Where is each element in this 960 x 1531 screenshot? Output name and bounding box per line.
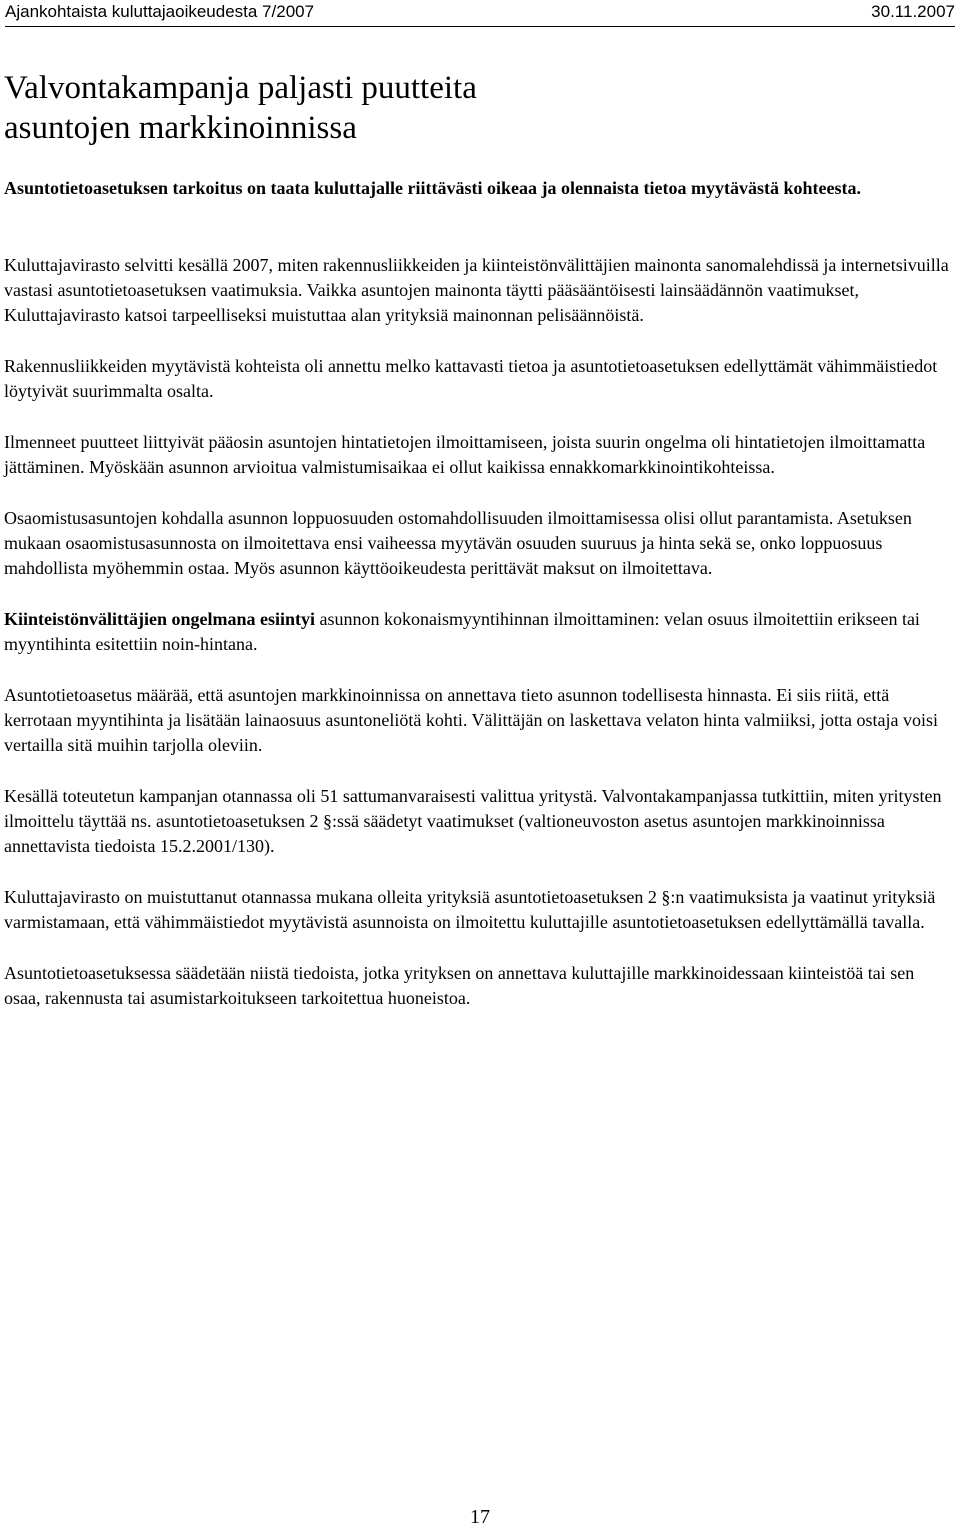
article-body [4, 253, 954, 1037]
paragraph-1: Kuluttajavirasto selvitti kesällä 2007, miten rakennusliikkeiden ja kiinteistönvälittäjien mainonta sanomalehdissä ja internetsivuilla vastasi asuntotietoasetuksen vaatimuksia. Vaikka asuntojen mainonta täytti pääsääntöisesti lainsäädännön vaatimukset, Kuluttajavirasto katsoi tarpeelliseksi muistuttaa alan yrityksiä mainonnan pelisäännöistä. [4, 255, 949, 325]
publication-date: 30.11.2007 [871, 2, 955, 21]
paragraph-5-text: asunnon kokonaismyyntihinnan ilmoittaminen: velan osuus ilmoitettiin erikseen tai myyntihinta esitettiin noin-hintana. [4, 609, 920, 654]
page-number: 17 [470, 1506, 490, 1528]
paragraph-4: Osaomistusasuntojen kohdalla asunnon loppuosuuden ostomahdollisuuden ilmoittamisessa olisi ollut parantamista. Asetuksen mukaan osaomistusasunnosta on ilmoitettava ensi vaiheessa myytävän osuuden suuruus ja hinta sekä se, onko loppuosuus mahdollista myöhemmin ostaa. Myös asunnon käyttöoikeudesta perittävät maksut on ilmoitettava. [4, 508, 912, 578]
article-title-line-1: Valvontakampanja paljasti puutteita [4, 70, 477, 106]
article-lead: Asuntotietoasetuksen tarkoitus on taata kuluttajalle riittävästi oikeaa ja olennaista tietoa myytävästä kohteesta. [4, 178, 861, 198]
article-title-line-2: asuntojen markkinoinnissa [4, 110, 357, 146]
paragraph-5 [4, 607, 954, 657]
header-rule [5, 26, 955, 27]
page-header [5, 0, 955, 24]
paragraph-5-bold-lead: Kiinteistönvälittäjien ongelmana esiintyi [4, 609, 316, 629]
paragraph-6: Asuntotietoasetus määrää, että asuntojen markkinoinnissa on annettava tieto asunnon todellisesta hinnasta. Ei siis riitä, että kerrotaan myyntihinta ja lisätään lainaosuus asuntoneliötä kohti. Välittäjän on laskettava velaton hinta valmiiksi, jotta ostaja voisi vertailla sitä muihin tarjolla oleviin. [4, 685, 938, 755]
paragraph-7: Kesällä toteutetun kampanjan otannassa oli 51 sattumanvaraisesti valittua yritystä. Valvontakampanjassa tutkittiin, miten yritysten ilmoittelu täyttää ns. asuntotietoasetuksen 2 §:ssä säädetyt vaatimukset (valtioneuvoston asetus asuntojen markkinoinnissa annettavista tiedoista 15.2.2001/130). [4, 786, 942, 856]
paragraph-3: Ilmenneet puutteet liittyivät pääosin asuntojen hintatietojen ilmoittamiseen, joista suurin ongelma oli hintatietojen ilmoittamatta jättäminen. Myöskään asunnon arvioitua valmistumisaikaa ei ollut kaikissa ennakkomarkkinointikohteissa. [4, 432, 926, 477]
paragraph-9: Asuntotietoasetuksessa säädetään niistä tiedoista, jotka yrityksen on annettava kuluttajille markkinoidessaan kiinteistöä tai sen osaa, rakennusta tai asumistarkoitukseen tarkoitettua huoneistoa. [4, 963, 915, 1008]
publication-title: Ajankohtaista kuluttajaoikeudesta 7/2007 [5, 2, 315, 21]
paragraph-8: Kuluttajavirasto on muistuttanut otannassa mukana olleita yrityksiä asuntotietoasetuksen 2 §:n vaatimuksista ja vaatinut yrityksiä varmistamaan, että vähimmäistiedot myytävistä asunnoista on ilmoitettu kuluttajille asuntotietoasetuksen edellyttämällä tavalla. [4, 887, 936, 932]
paragraph-2: Rakennusliikkeiden myytävistä kohteista oli annettu melko kattavasti tietoa ja asuntotietoasetuksen edellyttämät vähimmäistiedot löytyivät suurimmalta osalta. [4, 356, 938, 401]
article-title [4, 68, 944, 148]
